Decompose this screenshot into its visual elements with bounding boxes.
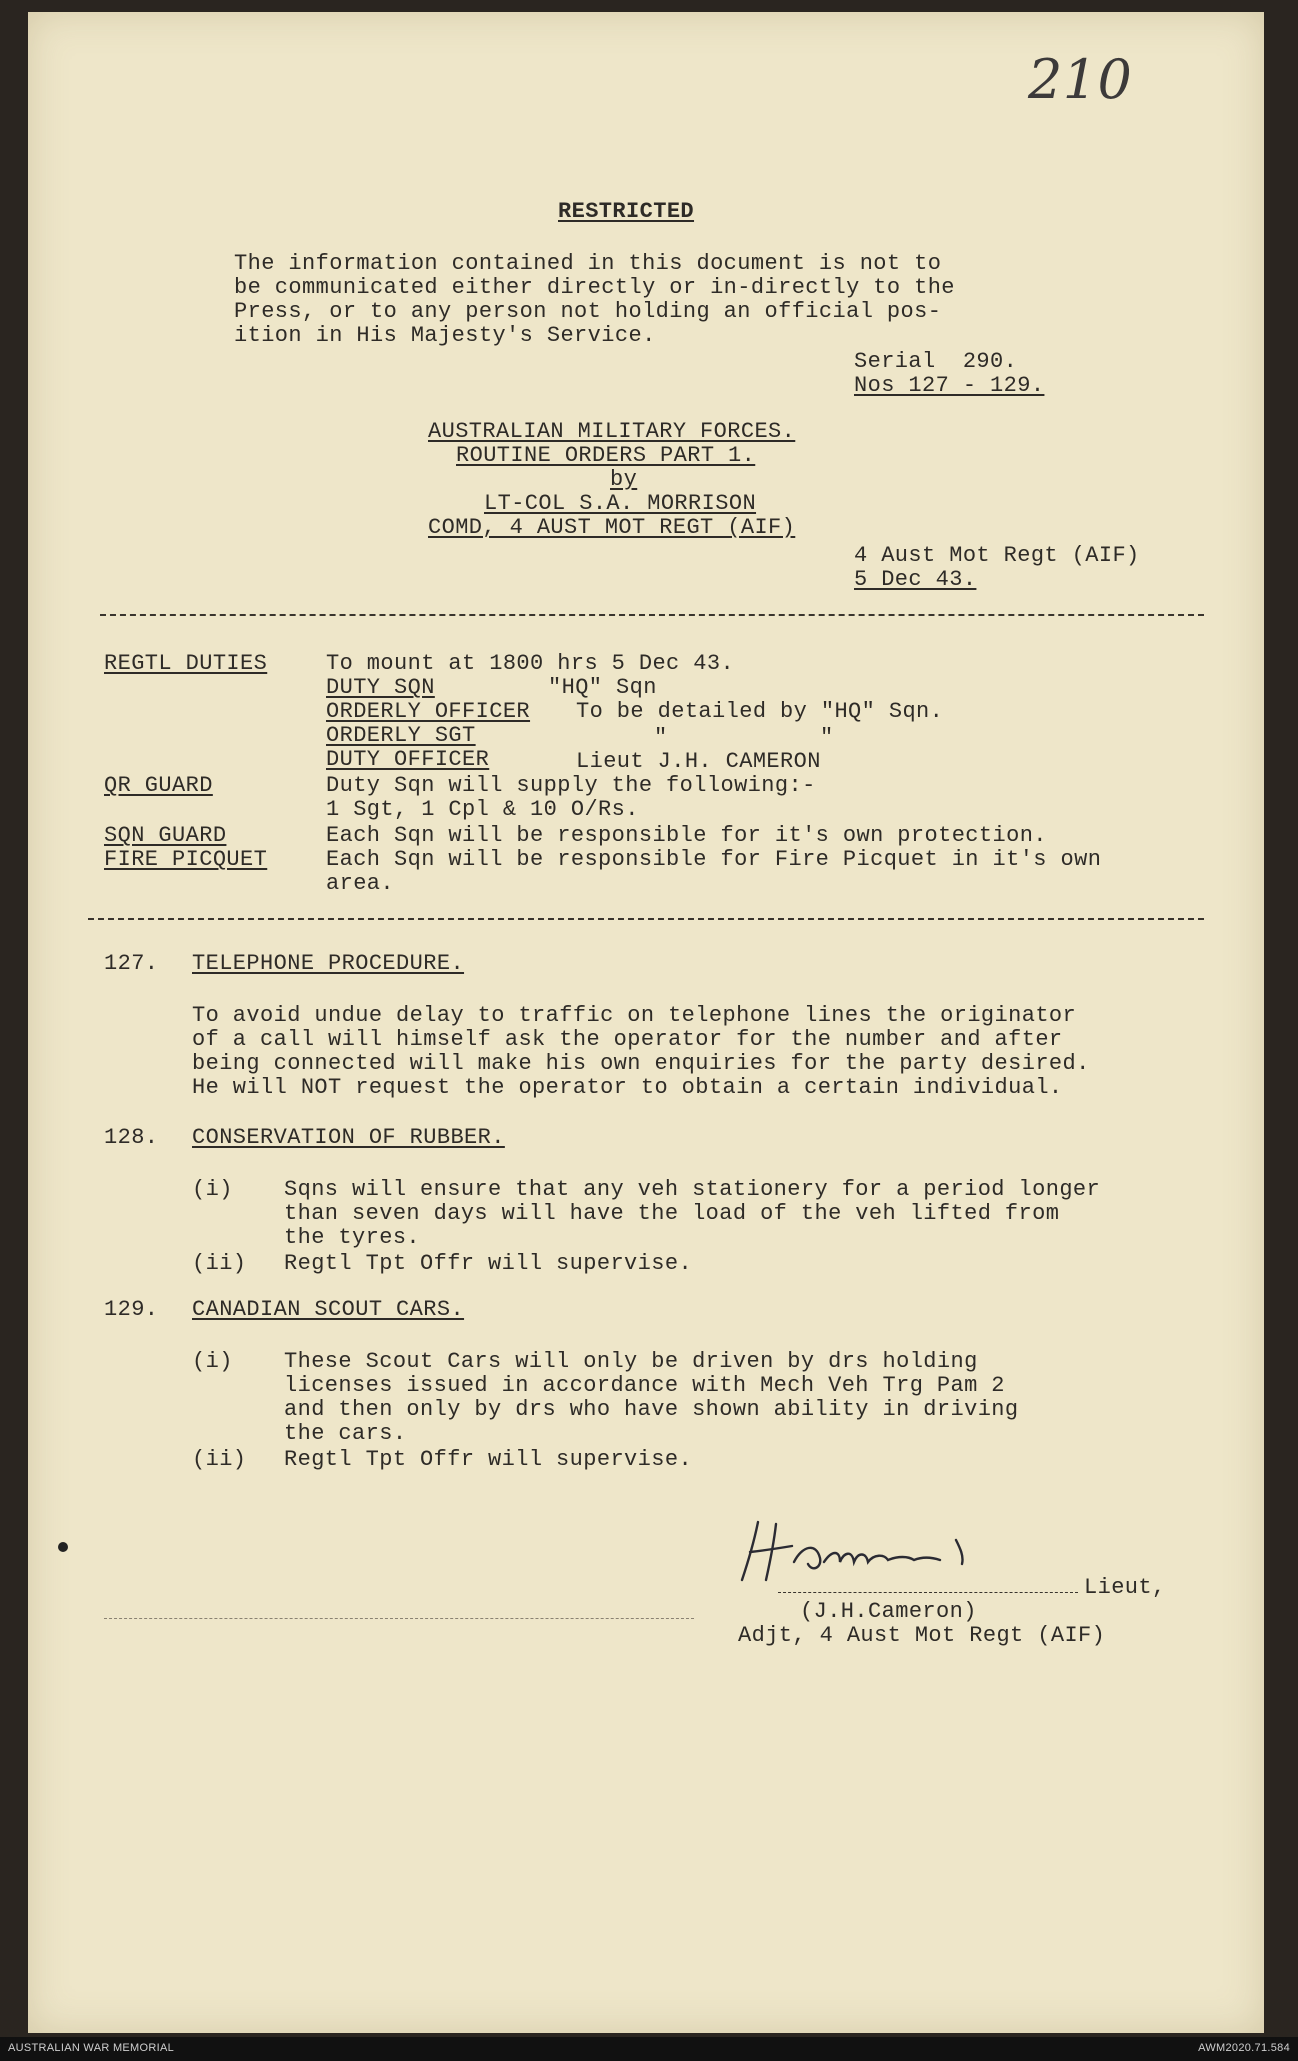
title-line: LT-COL S.A. MORRISON: [484, 491, 757, 516]
order-text-line: These Scout Cars will only be driven by drs holding: [284, 1349, 978, 1374]
duty-label: QR GUARD: [104, 773, 213, 798]
notice-line: ition in His Majesty's Service.: [234, 323, 656, 348]
handwritten-signature: [728, 1502, 1088, 1592]
order-title: TELEPHONE PROCEDURE.: [192, 951, 465, 976]
title-line: by: [610, 467, 638, 492]
order-number: 127.: [104, 951, 159, 976]
duty-value: Lieut J.H. CAMERON: [576, 749, 821, 774]
duty-value: "HQ" Sqn: [548, 675, 657, 700]
footer-accession-number: AWM2020.71.584: [1198, 2042, 1290, 2054]
order-text-line: than seven days will have the load of the veh lifted from: [284, 1201, 1060, 1226]
punch-hole-mark: [58, 1542, 68, 1552]
order-text-line: Regtl Tpt Offr will supervise.: [284, 1251, 693, 1276]
title-line: COMD, 4 AUST MOT REGT (AIF): [428, 515, 796, 540]
issue-date: 5 Dec 43.: [854, 567, 977, 592]
signatory-appointment: Adjt, 4 Aust Mot Regt (AIF): [738, 1623, 1106, 1648]
divider: [104, 1618, 694, 1619]
order-text-line: and then only by drs who have shown ability in driving: [284, 1397, 1019, 1422]
notice-line: The information contained in this document is not to: [234, 251, 942, 276]
sub-item-marker: (i): [192, 1349, 233, 1374]
duty-value: area.: [326, 871, 395, 896]
order-text-line: licenses issued in accordance with Mech Veh Trg Pam 2: [284, 1373, 1005, 1398]
duty-value: To mount at 1800 hrs 5 Dec 43.: [326, 651, 735, 676]
serial-number: Serial 290.: [854, 349, 1018, 374]
order-title: CANADIAN SCOUT CARS.: [192, 1297, 465, 1322]
divider: [100, 614, 1204, 616]
duty-label: FIRE PICQUET: [104, 847, 268, 872]
document-page: [28, 12, 1264, 2033]
order-title: CONSERVATION OF RUBBER.: [192, 1125, 505, 1150]
duty-value: 1 Sgt, 1 Cpl & 10 O/Rs.: [326, 797, 639, 822]
sub-item-marker: (ii): [192, 1447, 247, 1472]
duty-value: Duty Sqn will supply the following:-: [326, 773, 816, 798]
ditto-mark: ": [654, 725, 668, 750]
duty-label: DUTY OFFICER: [326, 747, 490, 772]
duty-value: Each Sqn will be responsible for it's own protection.: [326, 823, 1047, 848]
issuing-unit: 4 Aust Mot Regt (AIF): [854, 543, 1140, 568]
order-text-line: the tyres.: [284, 1225, 421, 1250]
archive-footer: [0, 2037, 1298, 2061]
duty-label: REGTL DUTIES: [104, 651, 268, 676]
order-text-line: To avoid undue delay to traffic on telephone lines the originator: [192, 1003, 1077, 1028]
signatory-name: (J.H.Cameron): [800, 1599, 977, 1624]
title-line: AUSTRALIAN MILITARY FORCES.: [428, 419, 796, 444]
duty-label: ORDERLY SGT: [326, 723, 476, 748]
ditto-mark: ": [820, 725, 834, 750]
order-numbers: Nos 127 - 129.: [854, 373, 1045, 398]
duty-label: ORDERLY OFFICER: [326, 699, 531, 724]
order-number: 129.: [104, 1297, 159, 1322]
order-text-line: being connected will make his own enquiries for the party desired.: [192, 1051, 1090, 1076]
notice-line: be communicated either directly or in-directly to the: [234, 275, 955, 300]
duty-value: To be detailed by "HQ" Sqn.: [576, 699, 944, 724]
sub-item-marker: (i): [192, 1177, 233, 1202]
order-text-line: Sqns will ensure that any veh stationery for a period longer: [284, 1177, 1101, 1202]
footer-institution: AUSTRALIAN WAR MEMORIAL: [8, 2042, 175, 2054]
signatory-rank: Lieut,: [1084, 1575, 1166, 1600]
divider: [88, 918, 1204, 920]
order-text-line: the cars.: [284, 1421, 407, 1446]
order-number: 128.: [104, 1125, 159, 1150]
duty-label: SQN GUARD: [104, 823, 227, 848]
notice-line: Press, or to any person not holding an official pos-: [234, 299, 942, 324]
order-text-line: He will NOT request the operator to obtain a certain individual.: [192, 1075, 1063, 1100]
order-text-line: of a call will himself ask the operator for the number and after: [192, 1027, 1063, 1052]
duty-label: DUTY SQN: [326, 675, 435, 700]
restricted-heading: RESTRICTED: [558, 199, 695, 224]
duty-value: Each Sqn will be responsible for Fire Picquet in it's own: [326, 847, 1102, 872]
sub-item-marker: (ii): [192, 1251, 247, 1276]
page-number-handwritten: 210: [1028, 48, 1133, 111]
title-line: ROUTINE ORDERS PART 1.: [456, 443, 756, 468]
order-text-line: Regtl Tpt Offr will supervise.: [284, 1447, 693, 1472]
signature-line: [778, 1592, 1078, 1593]
